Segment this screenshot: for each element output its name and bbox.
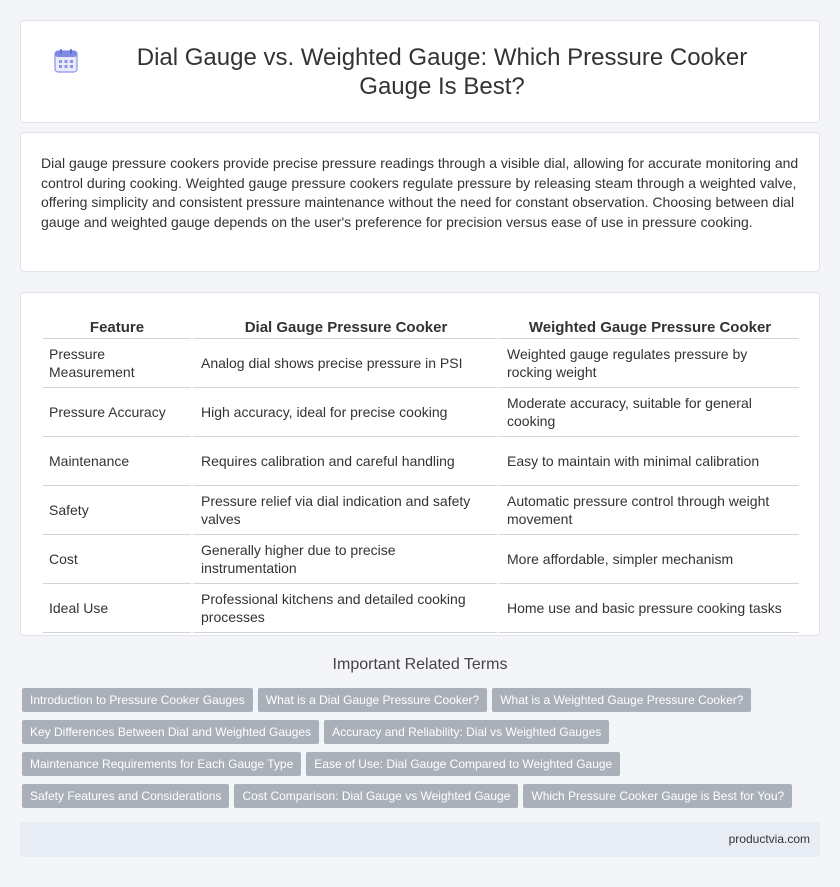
- related-term-link[interactable]: What is a Weighted Gauge Pressure Cooker?: [492, 688, 751, 712]
- related-term-link[interactable]: Key Differences Between Dial and Weighted Gauges: [22, 720, 319, 744]
- header-weighted-gauge: Weighted Gauge Pressure Cooker: [497, 313, 799, 339]
- tag-row: [22, 688, 822, 720]
- related-term-link[interactable]: Maintenance Requirements for Each Gauge Type: [22, 752, 301, 776]
- related-term-link[interactable]: Cost Comparison: Dial Gauge vs Weighted Gauge: [234, 784, 518, 808]
- table-row: [43, 584, 799, 633]
- related-term-link[interactable]: Ease of Use: Dial Gauge Compared to Weighted Gauge: [306, 752, 620, 776]
- related-terms-list: [22, 688, 822, 816]
- table-cell: Ideal Use: [43, 584, 191, 633]
- comparison-card: [20, 292, 820, 636]
- tag-row: [22, 752, 822, 784]
- related-term-link[interactable]: Accuracy and Reliability: Dial vs Weighted Gauges: [324, 720, 609, 744]
- header-dial-gauge: Dial Gauge Pressure Cooker: [191, 313, 497, 339]
- table-row: [43, 437, 799, 486]
- table-cell: Moderate accuracy, suitable for general cooking: [497, 388, 799, 437]
- table-cell: Home use and basic pressure cooking tasks: [497, 584, 799, 633]
- related-term-link[interactable]: Safety Features and Considerations: [22, 784, 229, 808]
- site-name[interactable]: productvia.com: [728, 832, 810, 846]
- summary-text: Dial gauge pressure cookers provide precise pressure readings through a visible dial, allowing for accurate monitoring and control during cooking. Weighted gauge pressure cookers regulate pressure by releasing steam through a weighted valve, offering simplicity and consistent pressure maintenance without the need for constant observation. Choosing between dial gauge and weighted gauge depends on the user's preference for precision versus ease of use in pressure cooking.: [41, 155, 799, 230]
- table-row: [43, 535, 799, 584]
- table-cell: Professional kitchens and detailed cooking processes: [191, 584, 497, 633]
- table-cell: Requires calibration and careful handling: [191, 437, 497, 486]
- table-cell: Weighted gauge regulates pressure by rocking weight: [497, 339, 799, 388]
- comparison-table: [43, 313, 799, 633]
- related-term-link[interactable]: What is a Dial Gauge Pressure Cooker?: [258, 688, 487, 712]
- related-terms-heading: Important Related Terms: [332, 656, 508, 673]
- table-cell: Pressure relief via dial indication and safety valves: [191, 486, 497, 535]
- table-cell: Cost: [43, 535, 191, 584]
- table-cell: Automatic pressure control through weight movement: [497, 486, 799, 535]
- tag-row: [22, 784, 822, 816]
- table-cell: High accuracy, ideal for precise cooking: [191, 388, 497, 437]
- table-cell: Maintenance: [43, 437, 191, 486]
- table-row: [43, 486, 799, 535]
- table-cell: Pressure Measurement: [43, 339, 191, 388]
- tag-row: [22, 720, 822, 752]
- table-cell: Generally higher due to precise instrumentation: [191, 535, 497, 584]
- page-title: Dial Gauge vs. Weighted Gauge: Which Pressure Cooker Gauge Is Best?: [136, 44, 748, 100]
- table-row: [43, 339, 799, 388]
- table-cell: Safety: [43, 486, 191, 535]
- summary-card: [20, 132, 820, 272]
- title-card: [20, 20, 820, 123]
- table-cell: More affordable, simpler mechanism: [497, 535, 799, 584]
- footer: [20, 822, 820, 857]
- table-header-row: [43, 313, 799, 339]
- related-term-link[interactable]: Which Pressure Cooker Gauge is Best for You?: [523, 784, 792, 808]
- table-cell: Pressure Accuracy: [43, 388, 191, 437]
- table-cell: Analog dial shows precise pressure in PSI: [191, 339, 497, 388]
- table-row: [43, 388, 799, 437]
- related-term-link[interactable]: Introduction to Pressure Cooker Gauges: [22, 688, 253, 712]
- table-cell: Easy to maintain with minimal calibration: [497, 437, 799, 486]
- header-feature: Feature: [43, 313, 191, 339]
